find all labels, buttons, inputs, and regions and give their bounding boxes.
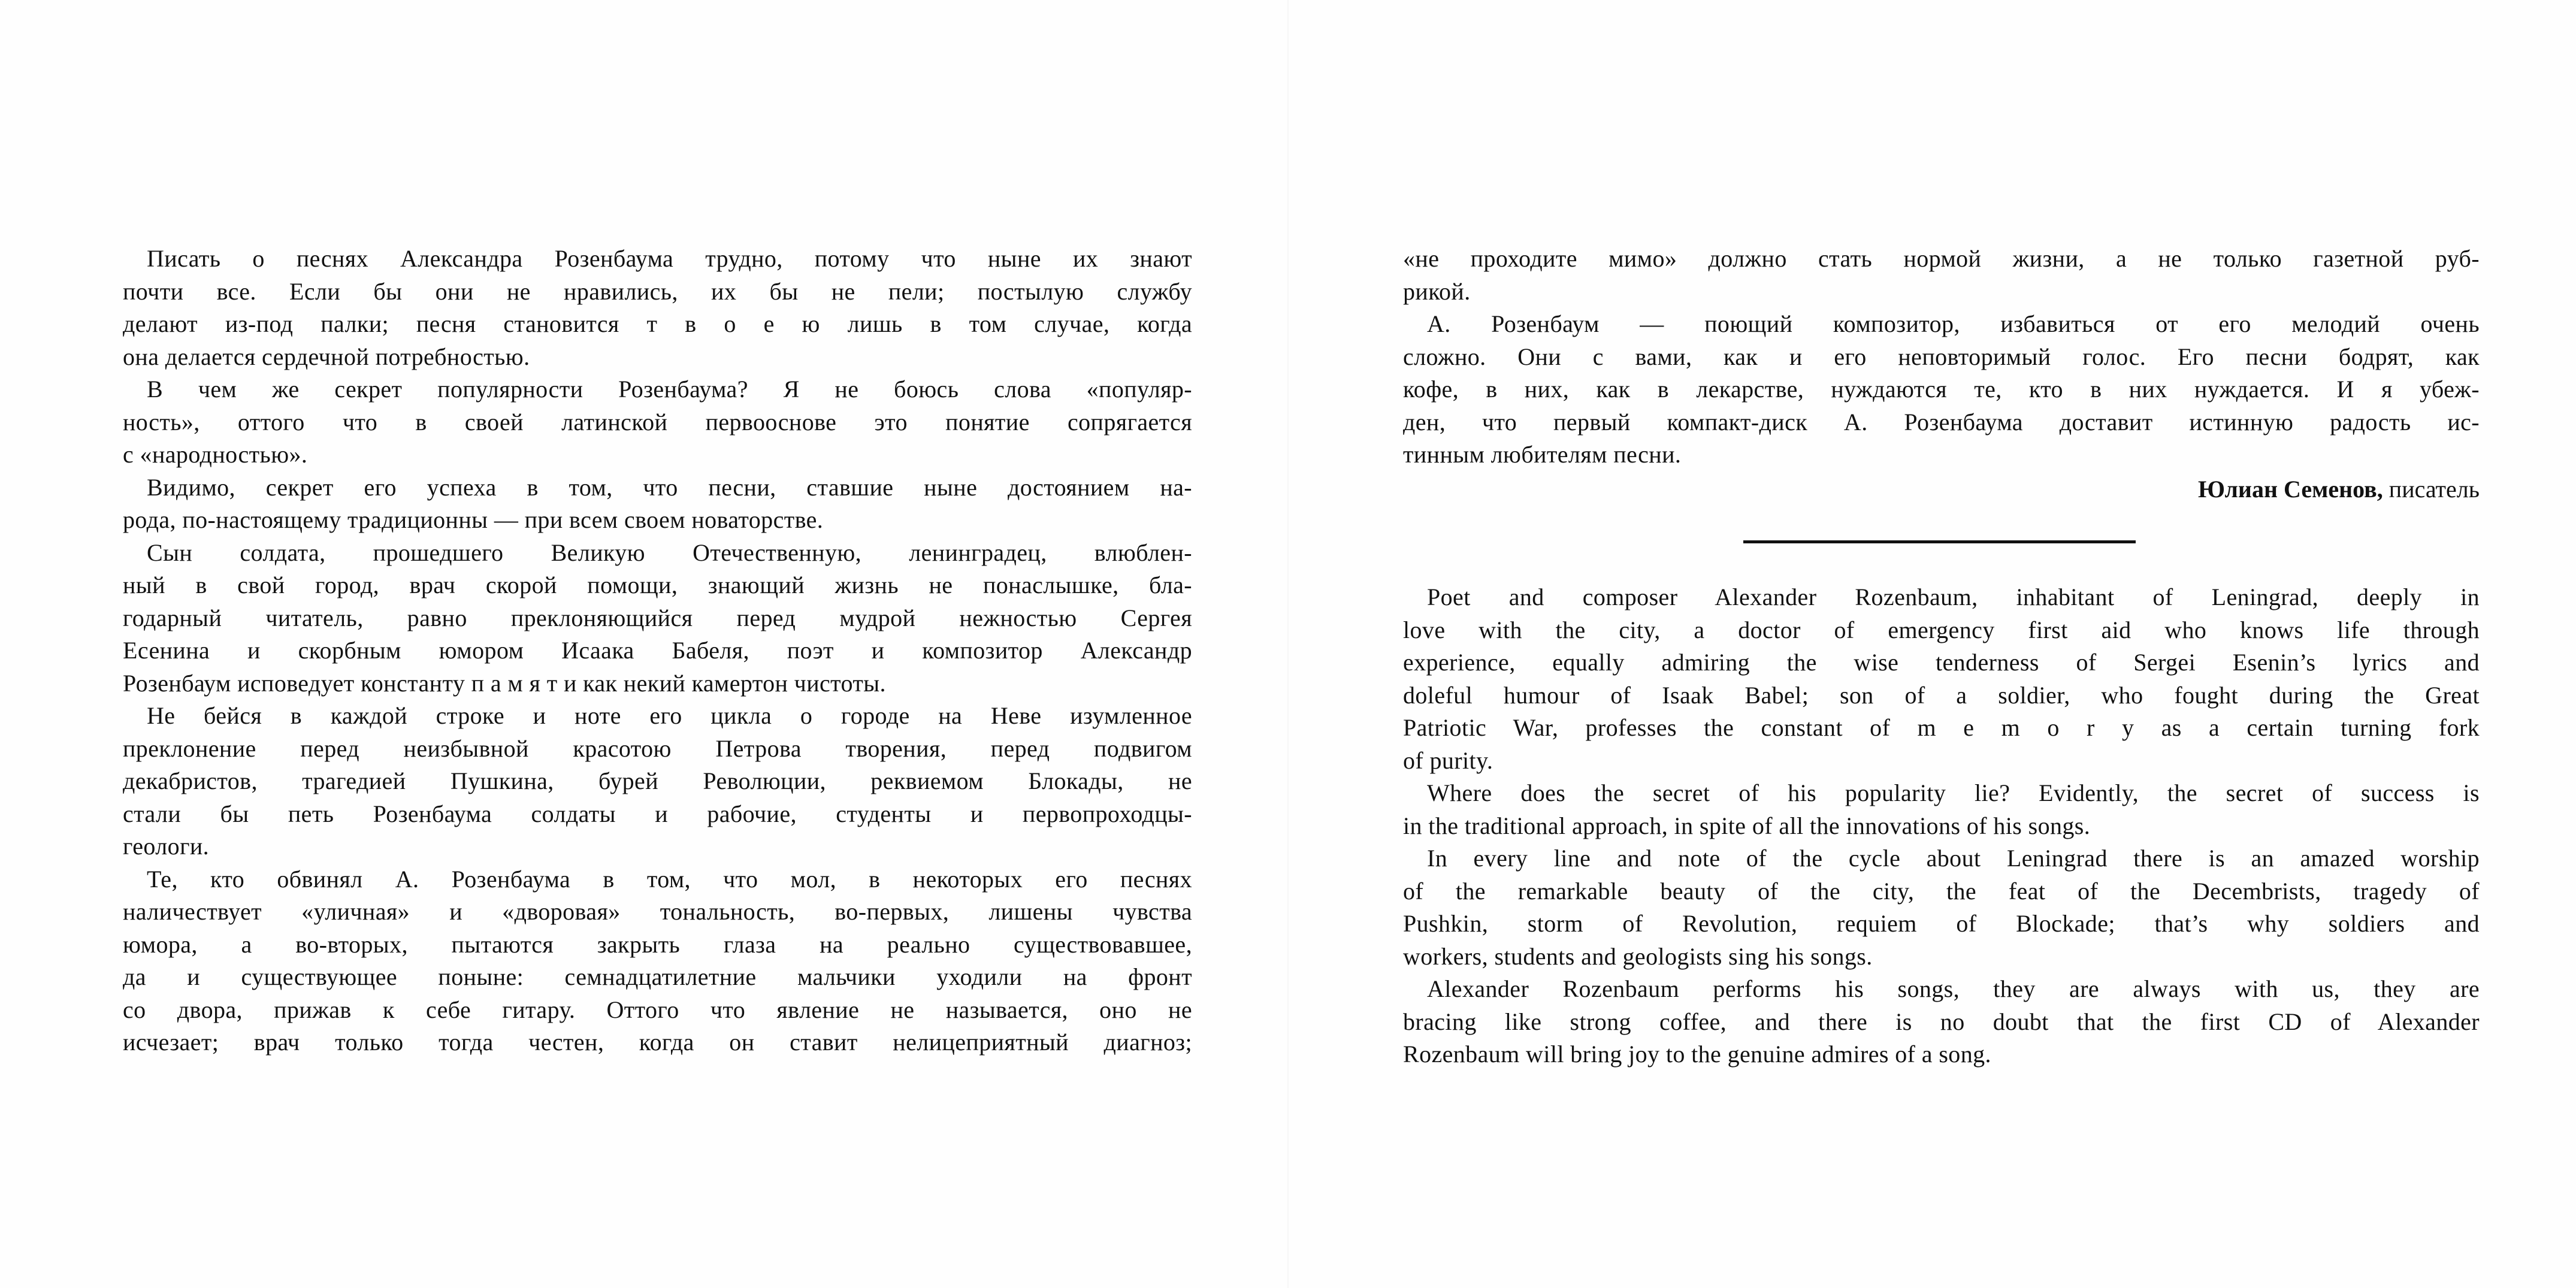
text-line: А. Розенбаум — поющий композитор, избавиться от его мелодий очень [1427, 310, 2480, 337]
text-line: Есенина и скорбным юмором Исаака Бабеля, поэт и композитор Александр [123, 637, 1192, 664]
text-line: с «народностью». [123, 441, 308, 468]
text-line: тинным любителям песни. [1403, 441, 1682, 468]
text-line: геологи. [123, 833, 210, 860]
text-line: ность», оттого что в своей латинской первооснове это понятие сопрягается [123, 408, 1192, 436]
text-line: Poet and composer Alexander Rozenbaum, inhabitant of Leningrad, deeply in [1427, 583, 2480, 610]
paragraph [1403, 581, 2480, 777]
author-signature [1403, 473, 2480, 506]
text-line: рикой. [1403, 277, 1471, 305]
text-line: of the remarkable beauty of the city, the feat of the Decembrists, tragedy of [1403, 877, 2480, 905]
paragraph [1403, 777, 2480, 842]
text-line: со двора, прижав к себе гитару. Оттого что явление не называется, оно не [123, 996, 1192, 1023]
text-line: Rozenbaum will bring joy to the genuine admires of a song. [1403, 1041, 1991, 1068]
section-divider [1743, 540, 2136, 543]
text-line: Писать о песнях Александра Розенбаума трудно, потому что ныне их знают [147, 245, 1192, 272]
text-line: сложно. Они с вами, как и его неповторимый голос. Его песни бодрят, как [1403, 343, 2480, 370]
text-line: годарный читатель, равно преклоняющийся перед мудрой нежностью Сергея [123, 604, 1192, 631]
text-line: почти все. Если бы они не нравились, их бы не пели; постылую службу [123, 277, 1192, 305]
text-line: workers, students and geologists sing his songs. [1403, 942, 1873, 970]
text-line: in the traditional approach, in spite of all the innovations of his songs. [1403, 812, 2091, 839]
right-page [1288, 0, 2576, 1288]
paragraph [1403, 973, 2480, 1071]
text-line: Сын солдата, прошедшего Великую Отечественную, ленинградец, влюблен- [147, 539, 1192, 566]
text-line: Pushkin, storm of Revolution, requiem of Blockade; that’s why soldiers and [1403, 910, 2480, 937]
paragraph [1403, 243, 2480, 308]
russian-essay-column [123, 243, 1192, 1059]
text-line: ден, что первый компакт-диск А. Розенбаума доставит истинную радость ис- [1403, 408, 2480, 436]
paragraph [123, 243, 1192, 373]
paragraph [123, 373, 1192, 471]
text-line: experience, equally admiring the wise tenderness of Sergei Esenin’s lyrics and [1403, 649, 2480, 676]
paragraph [123, 700, 1192, 863]
text-line: bracing like strong coffee, and there is no doubt that the first CD of Alexander [1403, 1008, 2480, 1035]
text-line: Видимо, секрет его успеха в том, что песни, ставшие ныне достоянием на- [147, 473, 1192, 501]
paragraph [123, 863, 1192, 1059]
text-line: кофе, в них, как в лекарстве, нуждаются те, кто в них нуждается. И я убеж- [1403, 376, 2480, 403]
paragraph [1403, 842, 2480, 973]
text-line: юмора, а во-вторых, пытаются закрыть глаза на реально существовавшее, [123, 930, 1192, 958]
english-translation-column [1403, 581, 2480, 1071]
paragraph [123, 471, 1192, 537]
text-line: стали бы петь Розенбаума солдаты и рабочие, студенты и первопроходцы- [123, 800, 1192, 827]
text-line: наличествует «уличная» и «дворовая» тональность, во-первых, лишены чувства [123, 898, 1192, 925]
paragraph [1403, 308, 2480, 471]
text-line: делают из-под палки; песня становится т в о е ю лишь в том случае, когда [123, 310, 1192, 337]
text-line: of purity. [1403, 746, 1493, 774]
text-line: Те, кто обвинял А. Розенбаума в том, что мол, в некоторых его песнях [147, 865, 1192, 893]
text-line: Patriotic War, professes the constant of m e m o r y as a certain turning fork [1403, 714, 2480, 741]
text-line: Alexander Rozenbaum performs his songs, they are always with us, they are [1427, 975, 2480, 1002]
paragraph [123, 537, 1192, 700]
signature-name: Юлиан Семенов, [2197, 476, 2383, 503]
text-line: она делается сердечной потребностью. [123, 343, 530, 370]
text-line: да и существующее поныне: семнадцатилетние мальчики уходили на фронт [123, 963, 1192, 990]
text-line: «не проходите мимо» должно стать нормой жизни, а не только газетной руб- [1403, 245, 2480, 272]
text-line: love with the city, a doctor of emergency first aid who knows life through [1403, 616, 2480, 643]
text-line: doleful humour of Isaak Babel; son of a soldier, who fought during the Great [1403, 681, 2480, 709]
text-line: In every line and note of the cycle about Leningrad there is an amazed worship [1427, 845, 2480, 872]
text-line: исчезает; врач только тогда честен, когда он ставит нелицеприятный диагноз; [123, 1029, 1192, 1056]
signature-role: писатель [2388, 476, 2480, 503]
text-line: рода, по-настоящему традиционны — при всем своем новаторстве. [123, 506, 824, 533]
russian-essay-continuation [1403, 243, 2480, 471]
text-line: преклонение перед неизбывной красотою Петрова творения, перед подвигом [123, 734, 1192, 762]
text-line: Розенбаум исповедует константу п а м я т и как некий камертон чистоты. [123, 669, 886, 697]
text-line: Не бейся в каждой строке и ноте его цикла о городе на Неве изумленное [147, 702, 1192, 729]
text-line: декабристов, трагедией Пушкина, бурей Революции, реквиемом Блокады, не [123, 767, 1192, 794]
text-line: В чем же секрет популярности Розенбаума? Я не боюсь слова «популяр- [147, 376, 1192, 403]
text-line: ный в свой город, врач скорой помощи, знающий жизнь не понаслышке, бла- [123, 572, 1192, 598]
text-line: Where does the secret of his popularity lie? Evidently, the secret of success is [1427, 779, 2480, 806]
